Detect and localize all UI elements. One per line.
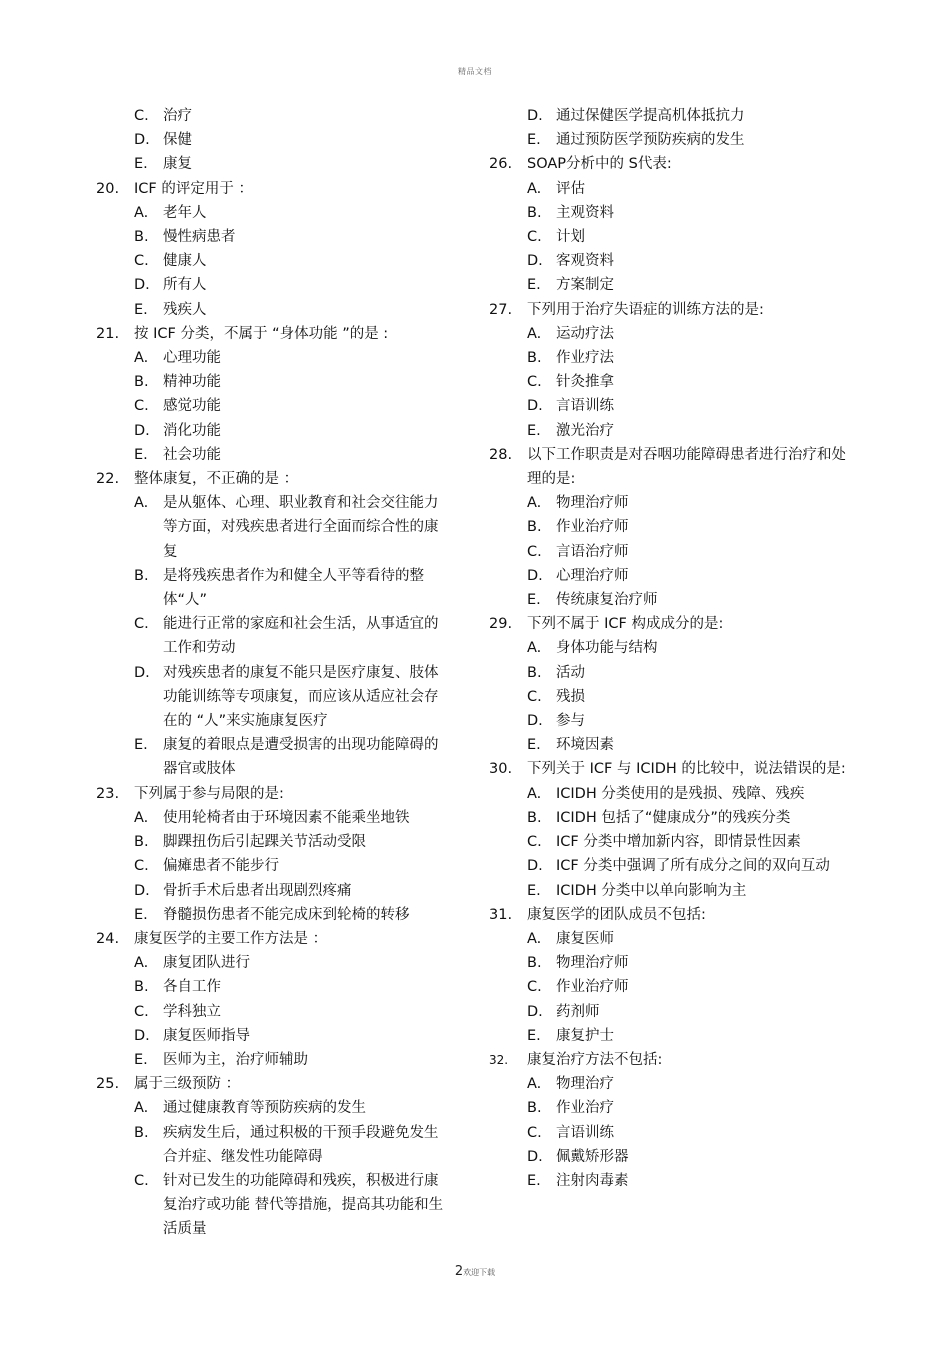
option-text: 老年人 [163,204,207,221]
option-text: 脚踝扭伤后引起踝关节活动受限 [163,834,366,851]
answer-option [489,225,849,249]
option-text: 作业治疗师 [556,519,629,536]
answer-option [489,491,849,515]
right-column [489,104,849,1193]
option-text: 感觉功能 [163,398,221,415]
answer-option [489,273,849,297]
option-label: C. [527,979,542,996]
option-label: D. [527,1148,543,1165]
answer-option [96,225,451,249]
option-text: 计划 [556,229,585,246]
option-text: 残损 [556,688,585,705]
option-text: 能进行正常的家庭和社会生活，从事适宜的工作和劳动 [163,616,439,657]
option-label: E. [134,301,148,318]
page-header: 精品文档 [458,67,492,76]
answer-option [96,612,451,660]
answer-option [489,201,849,225]
option-text: 是将残疾患者作为和健全人平等看待的整体“人” [163,567,424,609]
question [96,1072,451,1096]
answer-option [96,951,451,975]
option-text: 残疾人 [163,301,207,318]
option-label: A. [527,785,542,802]
option-text: 康复医师 [556,930,614,947]
answer-option [489,1145,849,1169]
option-label: C. [134,616,149,633]
question [96,927,451,951]
answer-option [489,661,849,685]
option-text: 慢性病患者 [163,229,236,246]
option-text: 健康人 [163,253,207,270]
answer-option [489,636,849,660]
option-text: 传统康复治疗师 [556,592,658,609]
option-text: 作业治疗 [556,1100,614,1117]
option-text: 药剂师 [556,1003,600,1020]
answer-option [489,685,849,709]
option-label: A. [527,495,542,512]
option-label: A. [134,204,149,221]
answer-option [489,1000,849,1024]
option-label: B. [527,350,542,367]
question-text: 康复治疗方法不包括: [527,1051,663,1068]
option-text: 作业治疗师 [556,979,629,996]
option-label: E. [134,156,148,173]
question-number: 24. [96,930,120,947]
answer-option [489,927,849,951]
question-text: ICF 的评定用于 ： [134,180,253,197]
option-label: E. [134,1051,148,1068]
option-text: 言语训练 [556,1124,614,1141]
answer-option [489,515,849,539]
question-number: 20. [96,180,120,197]
question [489,903,849,927]
option-label: C. [134,1003,149,1020]
option-label: D. [527,1003,543,1020]
option-label: D. [527,108,543,124]
question [96,782,451,806]
option-text: 消化功能 [163,422,221,439]
option-label: B. [527,1100,542,1117]
answer-option [96,806,451,830]
option-label: C. [527,543,542,560]
option-label: E. [527,277,541,294]
question [489,152,849,176]
answer-option [96,370,451,394]
answer-option [96,903,451,927]
option-label: B. [134,1124,149,1141]
answer-option [489,1024,849,1048]
option-text: 所有人 [163,277,207,294]
option-label: E. [134,906,148,923]
answer-option [96,394,451,418]
option-text: 社会功能 [163,446,221,463]
answer-option [489,709,849,733]
option-label: D. [134,664,150,681]
option-label: D. [134,277,150,294]
option-label: D. [527,567,543,584]
option-text: 对残疾患者的康复不能只是医疗康复、肢体功能训练等专项康复，而应该从适应社会存在的 “人”来实施康复医疗 [163,664,439,730]
answer-option [96,443,451,467]
question [489,612,849,636]
question-number: 23. [96,785,120,802]
option-label: B. [527,809,542,826]
answer-option [96,733,451,781]
question-text: 康复医学的团队成员不包括: [527,906,706,923]
option-text: 身体功能与结构 [556,640,658,657]
option-label: D. [527,253,543,270]
question [96,322,451,346]
question-number: 28. [489,446,513,463]
option-text: ICIDH 包括了“健康成分”的残疾分类 [556,809,791,826]
answer-option [489,419,849,443]
option-label: D. [527,713,543,730]
question-text: 康复医学的主要工作方法是 ： [134,930,328,947]
option-text: 佩戴矫形器 [556,1148,629,1165]
option-text: 物理治疗师 [556,955,629,972]
option-text: 注射肉毒素 [556,1172,629,1189]
question-number: 29. [489,616,513,633]
question-text: 下列不属于 ICF 构成成分的是: [527,616,724,633]
answer-option [96,1024,451,1048]
option-label: A. [134,955,149,972]
option-label: C. [134,1172,149,1189]
option-label: B. [527,955,542,972]
answer-option [96,1048,451,1072]
option-text: 评估 [556,180,585,197]
answer-option [489,588,849,612]
answer-option [96,249,451,273]
answer-option [489,854,849,878]
option-text: 使用轮椅者由于环境因素不能乘坐地铁 [163,809,410,826]
option-label: D. [134,132,150,149]
option-label: E. [527,882,541,899]
option-text: 疾病发生后，通过积极的干预手段避免发生合并症、继发性功能障碍 [163,1124,439,1165]
question-number: 31. [489,906,513,923]
answer-option [96,273,451,297]
option-text: ICF 分类中强调了所有成分之间的双向互动 [556,858,830,875]
option-label: A. [527,930,542,947]
answer-option [96,1121,451,1169]
option-text: 心理治疗师 [556,567,629,584]
option-label: E. [134,446,148,463]
option-label: B. [134,374,149,391]
option-label: C. [527,688,542,705]
question [489,1048,849,1072]
option-label: B. [527,204,542,221]
option-label: E. [527,422,541,439]
option-label: E. [527,592,541,609]
question [96,467,451,491]
option-label: E. [527,1172,541,1189]
option-label: E. [527,1027,541,1044]
option-label: A. [527,325,542,342]
answer-option [489,249,849,273]
option-label: C. [134,108,149,124]
answer-option [96,298,451,322]
option-text: 康复医师指导 [163,1027,250,1044]
option-text: 环境因素 [556,737,614,754]
question-text: 按 ICF 分类，不属于 “身体功能 ”的是 : [134,325,389,342]
option-label: B. [527,664,542,681]
option-label: A. [134,495,149,512]
question-text: 下列关于 ICF 与 ICIDH 的比较中，说法错误的是: [527,761,846,778]
answer-option [96,419,451,443]
option-text: 骨折手术后患者出现剧烈疼痛 [163,882,352,899]
answer-option [96,128,451,152]
question-text: 属于三级预防 ： [134,1076,241,1093]
option-text: 各自工作 [163,979,221,996]
question-number: 26. [489,156,513,173]
option-text: 康复团队进行 [163,955,250,972]
option-text: 通过预防医学预防疾病的发生 [556,132,745,149]
option-text: 针灸推拿 [556,374,614,391]
option-label: A. [527,180,542,197]
answer-option [96,1096,451,1120]
option-text: 康复 [163,156,192,173]
question-number: 30. [489,761,513,778]
answer-option [489,782,849,806]
question-number: 32. [489,1052,509,1067]
option-text: 运动疗法 [556,325,614,342]
left-column [96,104,451,1242]
answer-option [489,394,849,418]
option-text: 客观资料 [556,253,614,270]
option-text: 康复的着眼点是遭受损害的出现功能障碍的器官或肢体 [163,737,439,778]
option-text: 通过健康教育等预防疾病的发生 [163,1100,366,1117]
option-label: D. [134,1027,150,1044]
question-number: 25. [96,1076,120,1093]
option-label: B. [134,567,149,584]
option-text: 针对已发生的功能障碍和残疾，积极进行康复治疗或功能 替代等措施，提高其功能和生活质量 [163,1172,444,1238]
question [489,298,849,322]
answer-option [96,830,451,854]
option-text: 心理功能 [163,350,221,367]
answer-option [489,322,849,346]
option-text: ICIDH 分类使用的是残损、残障、残疾 [556,785,805,802]
answer-option [489,1096,849,1120]
option-text: 参与 [556,713,585,730]
option-text: 是从躯体、心理、职业教育和社会交往能力等方面，对残疾患者进行全面而综合性的康复 [163,495,439,560]
option-text: 言语训练 [556,398,614,415]
answer-option [489,128,849,152]
option-label: A. [527,1076,542,1093]
answer-option [489,975,849,999]
option-text: 物理治疗 [556,1076,614,1093]
option-label: D. [527,398,543,415]
option-text: 活动 [556,664,585,681]
page-number: 2 [454,1264,464,1279]
answer-option [489,879,849,903]
option-label: C. [527,374,542,391]
option-label: C. [527,229,542,246]
answer-option [489,564,849,588]
answer-option [489,830,849,854]
answer-option [96,491,451,564]
answer-option [96,879,451,903]
option-text: 康复护士 [556,1027,614,1044]
question [489,443,849,491]
option-label: D. [134,882,150,899]
option-label: E. [527,132,541,149]
answer-option [96,1000,451,1024]
answer-option [96,661,451,734]
answer-option [489,346,849,370]
question [489,757,849,781]
option-label: B. [134,979,149,996]
answer-option [489,104,849,128]
answer-option [96,1169,451,1242]
option-text: 保健 [163,132,192,149]
option-label: B. [527,519,542,536]
option-label: C. [134,253,149,270]
option-text: 偏瘫患者不能步行 [163,858,279,875]
option-text: 通过保健医学提高机体抵抗力 [556,108,745,124]
question-text: 以下工作职责是对吞咽功能障碍患者进行治疗和处理的是: [527,446,846,488]
answer-option [489,1072,849,1096]
question-text: 下列属于参与局限的是: [134,785,284,802]
option-text: 激光治疗 [556,422,614,439]
question-number: 21. [96,325,120,342]
question-number: 27. [489,301,513,318]
question-text: SOAP分析中的 S代表: [527,156,672,173]
option-label: C. [134,858,149,875]
option-text: 医师为主，治疗师辅助 [163,1051,308,1068]
option-text: 主观资料 [556,204,614,221]
answer-option [489,951,849,975]
question-text: 整体康复，不正确的是 ： [134,471,299,488]
question-number: 22. [96,471,120,488]
option-label: D. [134,422,150,439]
option-label: B. [134,834,149,851]
page-footer [0,1260,950,1279]
answer-option [489,540,849,564]
answer-option [489,806,849,830]
option-label: A. [527,640,542,657]
option-label: A. [134,350,149,367]
option-label: C. [527,834,542,851]
option-text: 学科独立 [163,1003,221,1020]
answer-option [96,854,451,878]
option-text: ICIDH 分类中以单向影响为主 [556,882,747,899]
answer-option [489,370,849,394]
option-text: 作业疗法 [556,350,614,367]
answer-option [489,733,849,757]
option-text: 精神功能 [163,374,221,391]
answer-option [96,152,451,176]
footer-text: 欢迎下载 [463,1268,496,1277]
option-text: 治疗 [163,108,192,124]
answer-option [489,1169,849,1193]
option-label: E. [134,737,148,754]
option-label: A. [134,809,149,826]
option-text: 脊髓损伤患者不能完成床到轮椅的转移 [163,906,410,923]
answer-option [96,975,451,999]
option-label: A. [134,1100,149,1117]
option-label: C. [134,398,149,415]
question [96,177,451,201]
option-text: 物理治疗师 [556,495,629,512]
answer-option [489,1121,849,1145]
option-text: 言语治疗师 [556,543,629,560]
option-label: C. [527,1124,542,1141]
option-text: 方案制定 [556,277,614,294]
answer-option [96,201,451,225]
option-text: ICF 分类中增加新内容，即情景性因素 [556,834,801,851]
answer-option [96,564,451,612]
answer-option [489,177,849,201]
answer-option [96,104,451,128]
question-text: 下列用于治疗失语症的训练方法的是: [527,301,764,318]
option-label: D. [527,858,543,875]
option-label: E. [527,737,541,754]
option-label: B. [134,229,149,246]
answer-option [96,346,451,370]
